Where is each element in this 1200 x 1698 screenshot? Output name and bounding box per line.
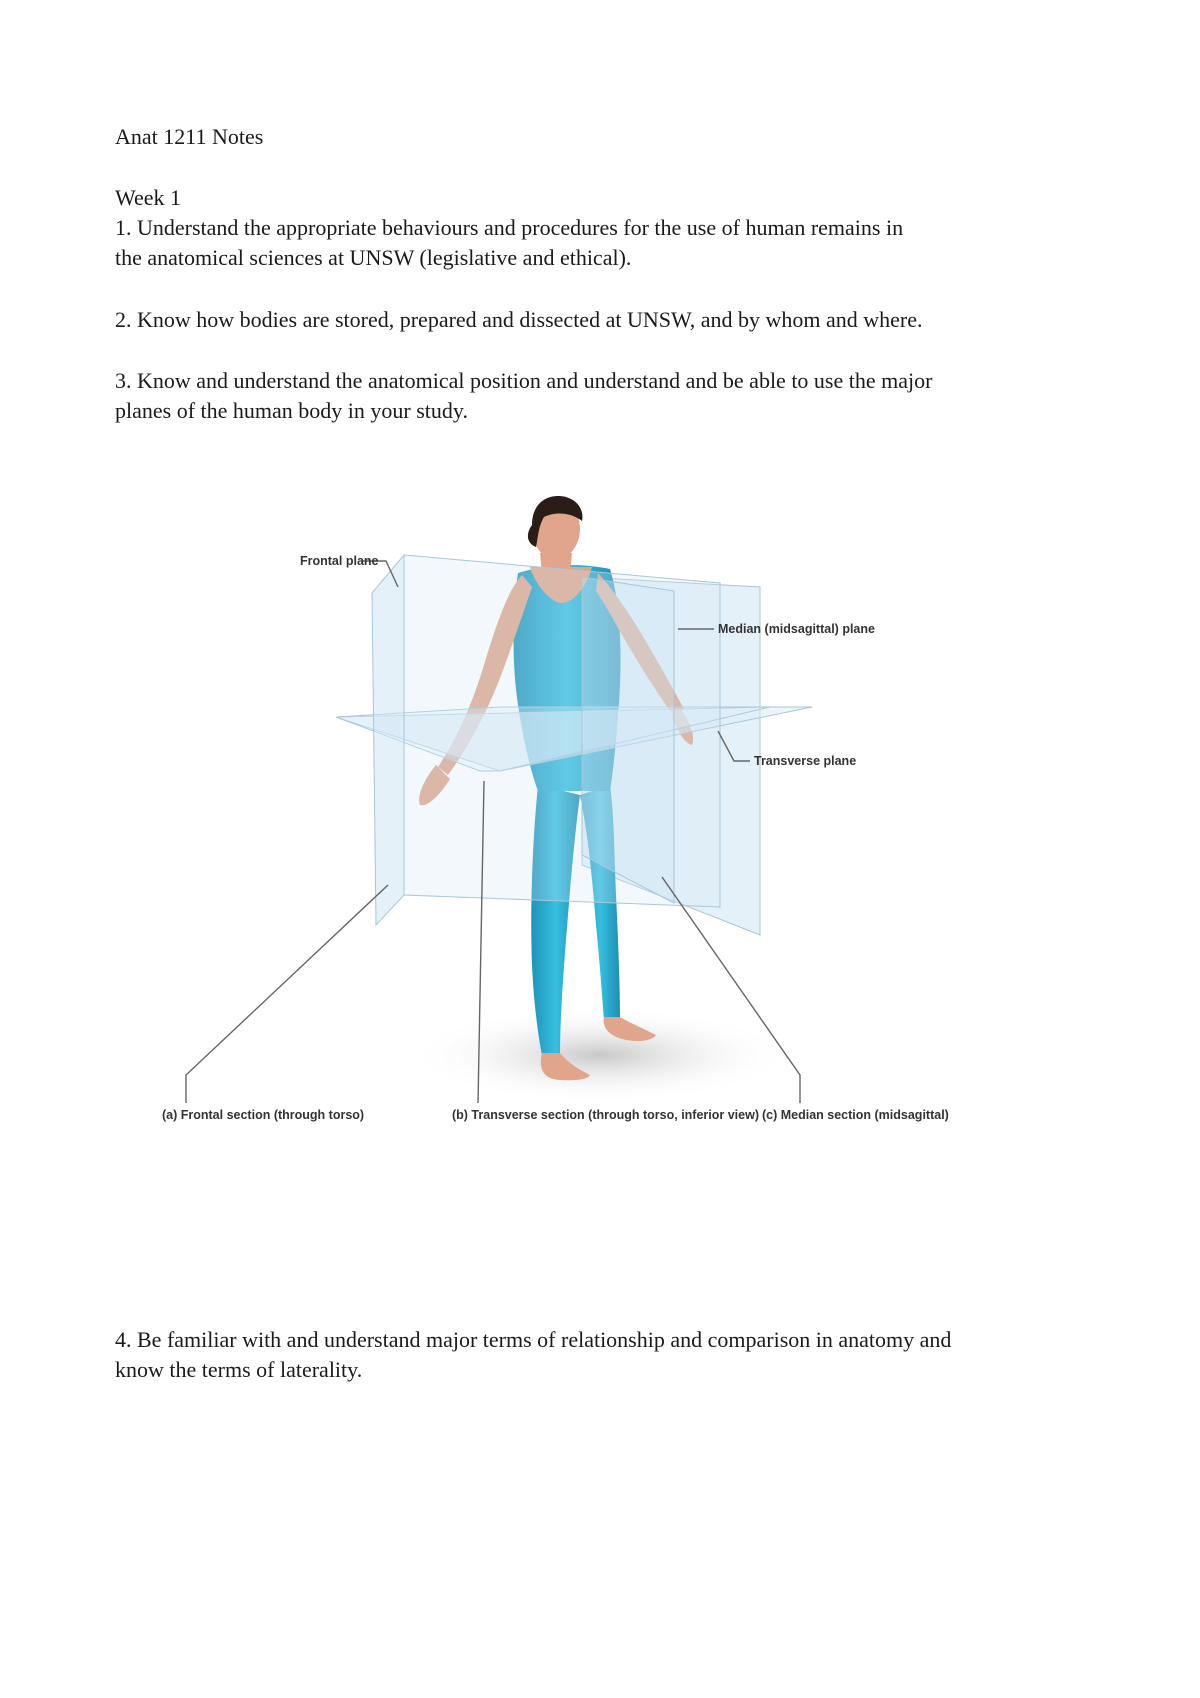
objective-3-line-1: 3. Know and understand the anatomical position and understand and be able to use the major [115, 368, 933, 393]
title-text: Anat 1211 Notes [115, 124, 264, 149]
objective-1 [115, 213, 1075, 273]
median-plane-label: Median (midsagittal) plane [718, 622, 875, 636]
median-plane-front [582, 577, 674, 903]
objective-2 [115, 305, 1075, 335]
caption-median-section: (c) Median section (midsagittal) [762, 1108, 949, 1122]
frontal-plane [372, 555, 404, 925]
body-planes-figure [140, 495, 1060, 1235]
caption-transverse-section: (b) Transverse section (through torso, inferior view) [452, 1108, 759, 1122]
body-planes-illustration [140, 495, 1060, 1235]
caption-a-leader [186, 885, 388, 1103]
objective-4 [115, 1325, 1075, 1385]
document-title [115, 122, 1075, 152]
transverse-plane-label: Transverse plane [754, 754, 857, 768]
objective-4-line-2: know the terms of laterality. [115, 1357, 363, 1382]
caption-frontal-section: (a) Frontal section (through torso) [162, 1108, 365, 1122]
floor-shadow [410, 1007, 790, 1103]
objective-4-line-1: 4. Be familiar with and understand major terms of relationship and comparison in anatomy and [115, 1327, 952, 1352]
objective-3-line-2: planes of the human body in your study. [115, 398, 468, 423]
objective-3 [115, 366, 1075, 426]
week-text: Week 1 [115, 185, 182, 210]
frontal-plane-label: Frontal plane [300, 554, 379, 568]
objective-2-line-1: 2. Know how bodies are stored, prepared and dissected at UNSW, and by whom and where. [115, 307, 923, 332]
objective-1-line-1: 1. Understand the appropriate behaviours and procedures for the use of human remains in [115, 215, 904, 240]
objective-1-line-2: the anatomical sciences at UNSW (legislative and ethical). [115, 245, 632, 270]
week-heading [115, 183, 1075, 213]
